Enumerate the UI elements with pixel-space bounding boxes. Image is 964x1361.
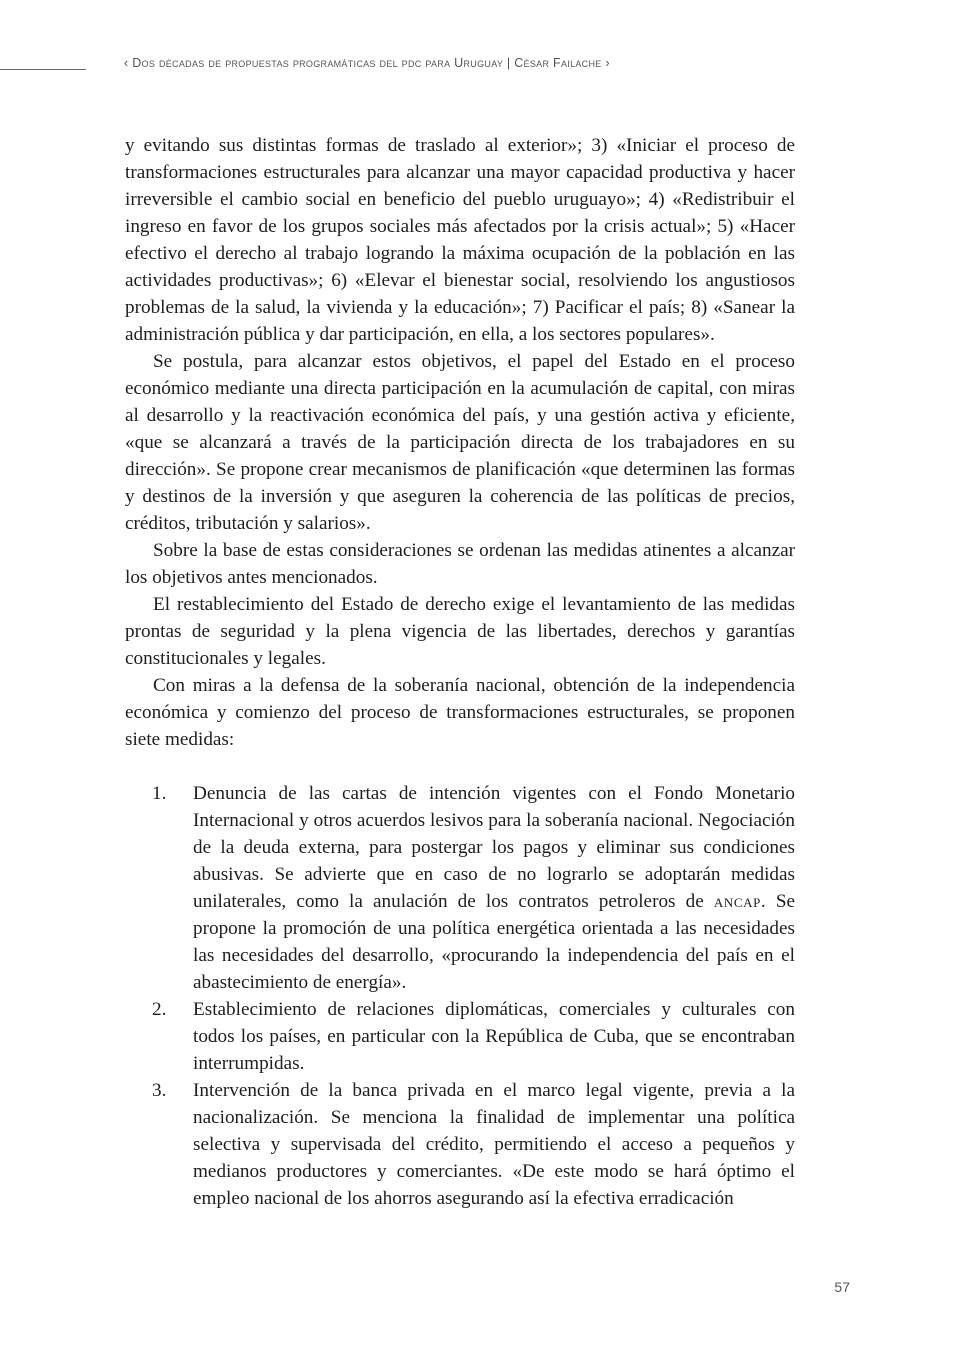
- measures-list: [125, 780, 795, 1212]
- list-item-text: Denuncia de las cartas de intención vigentes con el Fondo Monetario Internacional y otros acuerdos lesivos para la soberanía nacional. Negociación de la deuda externa, para postergar los pagos y eliminar sus condiciones abusivas. Se advierte que en caso de no lograrlo se adoptarán medidas unilaterales, como la anulación de los contratos petroleros de: [193, 783, 795, 912]
- paragraph: y evitando sus distintas formas de traslado al exterior»; 3) «Iniciar el proceso de transformaciones estructurales para alcanzar una mayor capacidad productiva y hacer irreversible el cambio social en beneficio del pueblo uruguayo»; 4) «Redistribuir el ingreso en favor de los grupos sociales más afectados por la crisis actual»; 5) «Hacer efectivo el derecho al trabajo logrando la máxima ocupación de la población en las actividades productivas»; 6) «Elevar el bienestar social, resolviendo los angustiosos problemas de la salud, la vivienda y la educación»; 7) Pacificar el país; 8) «Sanear la administración pública y dar participación, en ella, a los sectores populares».: [125, 135, 795, 345]
- list-item-text-continued: . Se propone la promoción de una política energética orientada a las necesidades las necesidades del desarrollo, «procurando la independencia del país en el abastecimiento de energía».: [193, 891, 796, 993]
- running-header: ‹ Dos décadas de propuestas programáticas del pdc para Uruguay | César Failache ›: [124, 56, 610, 70]
- list-item-number: 3.: [152, 1080, 167, 1101]
- list-item: [125, 780, 795, 996]
- body-text: [125, 132, 795, 1212]
- paragraph: El restablecimiento del Estado de derecho exige el levantamiento de las medidas prontas de seguridad y la plena vigencia de las libertades, derechos y garantías constitucionales y legales.: [125, 594, 795, 669]
- page-number: 57: [834, 1279, 850, 1295]
- header-rule: [0, 69, 86, 70]
- list-item-text: Intervención de la banca privada en el marco legal vigente, previa a la nacionalización. Se menciona la finalidad de implementar una política selectiva y supervisada del crédito, permitiendo el acceso a pequeños y medianos productores y comerciantes. «De este modo se hará óptimo el empleo nacional de los ahorros asegurando así la efectiva erradicación: [193, 1080, 795, 1209]
- acronym: ancap: [713, 891, 761, 912]
- paragraph: Se postula, para alcanzar estos objetivos, el papel del Estado en el proceso económico mediante una directa participación en la acumulación de capital, con miras al desarrollo y la reactivación económica del país, y una gestión activa y eficiente, «que se alcanzará a través de la participación directa de los trabajadores en su dirección». Se propone crear mecanismos de planificación «que determinen las formas y destinos de la inversión y que aseguren la coherencia de las políticas de precios, créditos, tributación y salarios».: [125, 351, 795, 534]
- paragraph: Sobre la base de estas consideraciones se ordenan las medidas atinentes a alcanzar los objetivos antes mencionados.: [125, 540, 795, 588]
- paragraph: Con miras a la defensa de la soberanía nacional, obtención de la independencia económica y comienzo del proceso de transformaciones estructurales, se proponen siete medidas:: [125, 675, 795, 750]
- list-item-number: 2.: [152, 999, 167, 1020]
- list-item: [125, 996, 795, 1077]
- list-item-number: 1.: [152, 783, 167, 804]
- list-item-text: Establecimiento de relaciones diplomáticas, comerciales y culturales con todos los países, en particular con la República de Cuba, que se encontraban interrumpidas.: [193, 999, 795, 1074]
- list-item: [125, 1077, 795, 1212]
